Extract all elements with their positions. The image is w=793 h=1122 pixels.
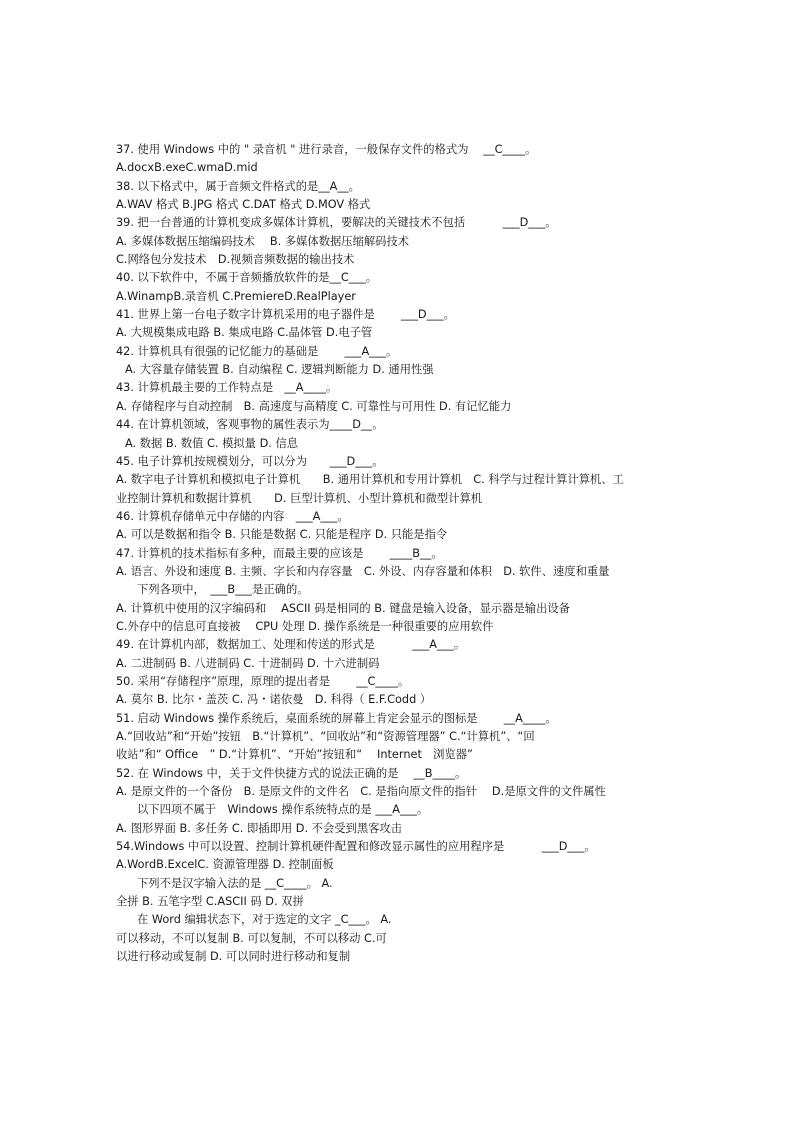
q54-stem: 54.Windows 中可以设置、控制计算机硬件配置和修改显示属性的应用程序是 ___D___。 — [116, 840, 596, 854]
q52-stem: 52. 在 Windows 中，关于文件快捷方式的说法正确的是 __B____。 — [116, 766, 467, 780]
q51-options-1: A.“回收站”和“开始”按钮 B.“计算机”、“回收站”和“资源管理器” C.“计算机”、“回 — [116, 730, 535, 743]
q41-options: A. 大规模集成电路 B. 集成电路 C.晶体管 D.电子管 — [116, 326, 373, 340]
q47-stem: 47. 计算机的技术指标有多种，而最主要的应该是 ____B__。 — [116, 546, 443, 560]
q56-options-1: 可以移动，不可以复制 B. 可以复制，不可以移动 C.可 — [116, 931, 387, 945]
q48-options-2: C.外存中的信息可直接被 CPU 处理 D. 操作系统是一种很重要的应用软件 — [116, 619, 494, 633]
q46-options: A. 可以是数据和指令 B. 只能是数据 C. 只能是程序 D. 只能是指令 — [116, 528, 448, 542]
q48-stem: 下列各项中， ___B___是正确的。 — [137, 583, 309, 597]
q56-stem: 在 Word 编辑状态下，对于选定的文字 _C___。 A. — [137, 913, 392, 927]
q43-stem: 43. 计算机最主要的工作特点是 __A____。 — [116, 381, 338, 395]
q40-options: A.WinampB.录音机 C.PremiereD.RealPlayer — [116, 289, 356, 303]
q37-options: A.docxB.exeC.wmaD.mid — [116, 161, 258, 175]
q56-options-2: 以进行移动或复制 D. 可以同时进行移动和复制 — [116, 950, 351, 964]
document-page — [116, 141, 676, 966]
q50-stem: 50. 采用“存储程序”原理，原理的提出者是 __C____。 — [116, 674, 410, 688]
q51-stem: 51. 启动 Windows 操作系统后，桌面系统的屏幕上肯定会显示的图标是 __A____。 — [116, 711, 557, 725]
q40-stem: 40. 以下软件中，不属于音频播放软件的是__C___。 — [116, 271, 378, 285]
q52-options: A. 是原文件的一个备份 B. 是原文件的文件名 C. 是指向原文件的指针 D.是原文件的文件属性 — [116, 785, 606, 799]
q38-options: A.WAV 格式 B.JPG 格式 C.DAT 格式 D.MOV 格式 — [116, 198, 371, 212]
q45-stem: 45. 电子计算机按规模划分，可以分为 ___D___。 — [116, 454, 384, 468]
q45-options-2: 业控制计算机和数据计算机 D. 巨型计算机、小型计算机和微型计算机 — [116, 491, 483, 505]
q39-stem: 39. 把一台普通的计算机变成多媒体计算机，要解决的关键技术不包括 ___D___。 — [116, 216, 557, 230]
q49-options: A. 二进制码 B. 八进制码 C. 十进制码 D. 十六进制码 — [116, 656, 380, 670]
q39-options-1: A. 多媒体数据压缩编码技术 B. 多媒体数据压缩解码技术 — [116, 234, 410, 248]
q51-options-2: 收站”和“ Office ” D.“计算机”、“开始”按钮和“ Internet 浏览器” — [116, 748, 473, 762]
q47-options: A. 语言、外设和速度 B. 主频、字长和内存容量 C. 外设、内存容量和体积 D. 软件、速度和重量 — [116, 564, 610, 578]
q42-options: A. 大容量存储装置 B. 自动编程 C. 逻辑判断能力 D. 通用性强 — [125, 363, 434, 377]
q46-stem: 46. 计算机存储单元中存储的内容 ___A___。 — [116, 509, 349, 523]
q55-options: 全拼 B. 五笔字型 C.ASCII 码 D. 双拼 — [116, 895, 304, 909]
q44-stem: 44. 在计算机领域，客观事物的属性表示为____D__。 — [116, 418, 384, 432]
q54-options: A.WordB.ExcelC. 资源管理器 D. 控制面板 — [116, 858, 334, 872]
q39-options-2: C.网络包分发技术 D.视频音频数据的输出技术 — [116, 253, 355, 267]
q55-stem: 下列不是汉字输入法的是 __C____。 A. — [137, 876, 333, 890]
q37-stem: 37. 使用 Windows 中的 " 录音机 " 进行录音，一般保存文件的格式为 __C____。 — [116, 143, 537, 156]
q45-options-1: A. 数字电子计算机和模拟电子计算机 B. 通用计算机和专用计算机 C. 科学与过程计算计算机、工 — [116, 473, 624, 487]
q49-stem: 49. 在计算机内部，数据加工、处理和传送的形式是 ___A___。 — [116, 638, 466, 652]
q43-options: A. 存储程序与自动控制 B. 高速度与高精度 C. 可靠性与可用性 D. 有记忆能力 — [116, 399, 512, 413]
q44-options: A. 数据 B. 数值 C. 模拟量 D. 信息 — [125, 436, 299, 450]
q48-options-1: A. 计算机中使用的汉字编码和 ASCII 码是相同的 B. 键盘是输入设备，显示器是输出设备 — [116, 601, 570, 615]
q50-options: A. 莫尔 B. 比尔・盖茨 C. 冯・诺依曼 D. 科得（ E.F.Codd ） — [116, 693, 432, 707]
q38-stem: 38. 以下格式中，属于音频文件格式的是__A__。 — [116, 179, 360, 193]
q42-stem: 42. 计算机具有很强的记忆能力的基础是 ___A___。 — [116, 344, 398, 358]
q53-options: A. 图形界面 B. 多任务 C. 即插即用 D. 不会受到黑客攻击 — [116, 821, 403, 835]
q53-stem: 以下四项不属于 Windows 操作系统特点的是 ___A___。 — [137, 803, 429, 817]
q41-stem: 41. 世界上第一台电子数字计算机采用的电子器件是 ___D___。 — [116, 308, 455, 322]
